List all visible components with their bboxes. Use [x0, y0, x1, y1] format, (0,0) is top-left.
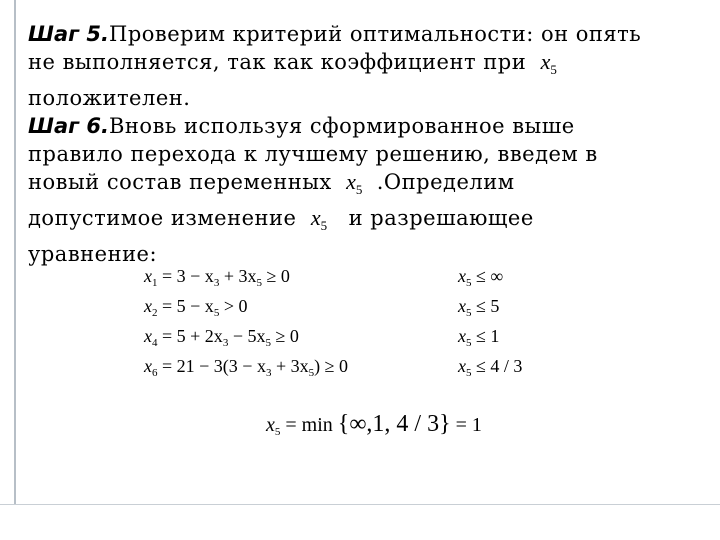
step6-text-e: допустимое изменение: [28, 206, 297, 230]
bound-row: $x_5 \le 1$: [458, 326, 500, 349]
step5-line-3: [28, 84, 708, 112]
step6-label: Шаг 6.: [28, 114, 109, 138]
bound-row: $x_5 \le 4 / 3$: [458, 356, 523, 379]
step5-text-a: Проверим критерий оптимальности: он опять: [109, 22, 642, 46]
step6-line-1: [28, 112, 708, 140]
step6-line-5: [28, 240, 708, 268]
left-accent-rule: [14, 0, 16, 504]
step5-text-c: положителен.: [28, 86, 191, 110]
constraint-row: $x_4 = 5 + 2x_3 - 5x_5 \ge 0$: [144, 326, 299, 349]
step6-line-3: [28, 168, 708, 204]
bottom-divider: [0, 504, 720, 505]
step5-line-2: [28, 48, 708, 84]
step6-variable-2: $x_5$: [310, 205, 328, 233]
step6-line-2: [28, 140, 708, 168]
step6-text-b: правило перехода к лучшему решению, введем в: [28, 142, 598, 166]
step6-text-g: уравнение:: [28, 242, 158, 266]
step5-line-1: [28, 20, 708, 48]
constraint-row: $x_2 = 5 - x_5 > 0$: [144, 296, 248, 319]
step6-text-d: .Определим: [376, 170, 515, 194]
bound-row: $x_5$ ≤ ∞: [458, 266, 504, 289]
result-equation: $x_5 = \min \{\infty,1$, 4 / 3} = 1: [266, 411, 482, 438]
constraint-row: $x_1 = 3 - x_3 + 3x_5 \ge 0$: [144, 266, 290, 289]
step6-text-c: новый состав переменных: [28, 170, 332, 194]
step5-paragraph: [28, 20, 708, 112]
step6-paragraph: [28, 112, 708, 268]
step6-text-f: и разрешающее: [348, 206, 534, 230]
step5-label: Шаг 5.: [28, 22, 109, 46]
step5-text-b: не выполняется, так как коэффициент при: [28, 50, 527, 74]
step6-text-a: Вновь используя сформированное выше: [109, 114, 575, 138]
bound-row: $x_5 \le 5$: [458, 296, 500, 319]
step6-variable-1: $x_5$: [346, 169, 363, 197]
constraint-row: $x_6 = 21 - 3(3 - x_3 + 3x_5) \ge 0$: [144, 356, 348, 379]
step5-variable: $x_5$: [540, 49, 557, 77]
step6-line-4: [28, 204, 708, 240]
